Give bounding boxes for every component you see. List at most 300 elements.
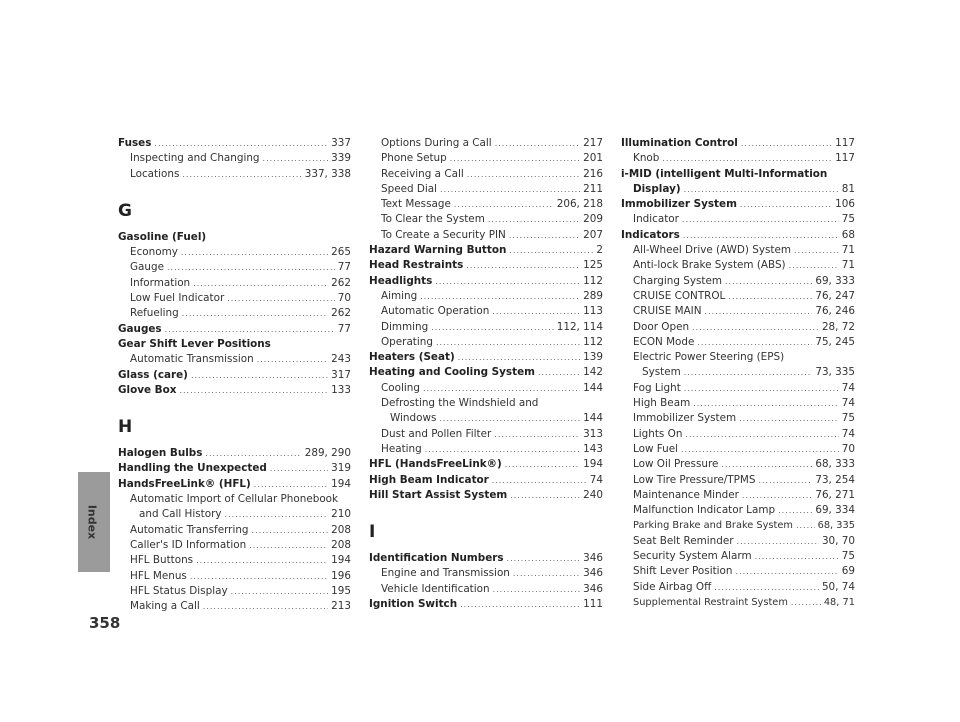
leader-dots	[758, 473, 812, 488]
entry-pages: 337	[331, 137, 351, 149]
entry-pages: 75	[841, 550, 855, 563]
index-subentry	[621, 243, 855, 258]
entry-pages: 346	[583, 582, 603, 595]
entry-label: Low Tire Pressure/TPMS	[633, 473, 756, 486]
entry-label: Aiming	[381, 289, 418, 302]
index-subentry	[621, 564, 855, 579]
index-subentry	[118, 260, 351, 275]
entry-pages: 77	[337, 322, 351, 335]
index-tab-label: Index	[85, 504, 99, 540]
leader-dots	[736, 564, 839, 579]
entry-pages: 313	[583, 427, 603, 440]
entry-label: Gauges	[118, 322, 162, 335]
index-subentry-continued	[118, 507, 351, 522]
leader-dots	[697, 335, 812, 350]
index-subentry-continued	[369, 411, 603, 426]
index-subentry	[369, 289, 603, 304]
entry-pages: 240	[583, 488, 603, 501]
leader-dots	[263, 151, 329, 166]
entry-label: Side Airbag Off	[633, 580, 712, 593]
entry-label: Malfunction Indicator Lamp	[633, 504, 776, 517]
index-subentry	[621, 289, 855, 304]
entry-label: Immobilizer System	[621, 198, 737, 211]
leader-dots	[683, 228, 839, 243]
entry-label: Hazard Warning Button	[369, 244, 507, 257]
entry-label: Automatic Import of Cellular Phonebook	[130, 493, 339, 506]
entry-pages: 117	[835, 152, 855, 165]
leader-dots	[257, 352, 328, 367]
index-subentry	[369, 381, 603, 396]
entry-pages: 194	[583, 458, 603, 471]
leader-dots	[231, 584, 329, 599]
entry-label: Seat Belt Reminder	[633, 534, 734, 547]
entry-label: Automatic Operation	[381, 305, 490, 318]
index-entry	[621, 136, 855, 151]
index-entry	[369, 457, 603, 472]
entry-pages: 194	[331, 554, 351, 567]
entry-pages: 143	[583, 442, 603, 455]
entry-pages: 262	[331, 307, 351, 320]
entry-pages: 74	[589, 473, 603, 486]
index-entry	[118, 383, 351, 398]
entry-pages: 208	[331, 538, 351, 551]
leader-dots	[431, 320, 554, 335]
index-subentry	[118, 167, 351, 182]
entry-label: Halogen Bulbs	[118, 447, 203, 460]
index-subentry	[369, 212, 603, 227]
index-subentry	[621, 212, 855, 227]
entry-label: Anti-lock Brake System (ABS)	[633, 259, 786, 272]
index-subentry	[118, 151, 351, 166]
entry-pages: 243	[331, 353, 351, 366]
leader-dots	[741, 136, 832, 151]
entry-label: High Beam Indicator	[369, 473, 489, 486]
entry-pages: 213	[331, 600, 351, 613]
leader-dots	[205, 446, 301, 461]
leader-dots	[436, 335, 580, 350]
leader-dots	[252, 523, 329, 538]
index-subentry	[369, 197, 603, 212]
entry-label: Maintenance Minder	[633, 488, 739, 501]
leader-dots	[510, 488, 580, 503]
entry-pages: 196	[331, 569, 351, 582]
leader-dots	[182, 167, 301, 182]
entry-pages: 319	[331, 462, 351, 475]
leader-dots	[684, 182, 839, 197]
entry-label: Options During a Call	[381, 137, 492, 149]
entry-pages: 76, 246	[815, 305, 855, 318]
entry-pages: 71	[841, 244, 855, 257]
leader-dots	[495, 136, 580, 151]
entry-label: CRUISE CONTROL	[633, 289, 726, 302]
section-letter-i: I	[369, 522, 376, 543]
leader-dots	[684, 381, 839, 396]
index-column-1	[118, 136, 351, 614]
entry-pages: 76, 247	[815, 289, 855, 302]
leader-dots	[435, 274, 580, 289]
index-subentry	[369, 136, 603, 151]
entry-label: Operating	[381, 335, 433, 348]
entry-label: HFL (HandsFreeLink®)	[369, 458, 502, 471]
leader-dots	[728, 289, 812, 304]
index-subentry	[621, 534, 855, 549]
entry-pages: 112, 114	[556, 320, 603, 333]
entry-pages: 207	[583, 228, 603, 241]
index-entry	[118, 477, 351, 492]
page-number: 358	[89, 614, 121, 632]
entry-pages: 68, 335	[817, 520, 855, 532]
entry-pages: 201	[583, 152, 603, 165]
index-subentry	[369, 396, 603, 411]
entry-label: Lights On	[633, 427, 683, 440]
entry-pages: 30, 70	[821, 534, 855, 547]
index-subentry	[118, 523, 351, 538]
entry-pages: 211	[583, 182, 603, 195]
entry-label: Low Fuel	[633, 442, 679, 455]
index-subentry	[369, 335, 603, 350]
entry-pages: 74	[841, 381, 855, 394]
section-letter-g: G	[118, 200, 132, 221]
entry-label: Handling the Unexpected	[118, 462, 267, 475]
entry-label: Caller's ID Information	[130, 538, 247, 551]
leader-dots	[742, 488, 812, 503]
index-subentry	[369, 427, 603, 442]
entry-label: and Call History	[139, 508, 222, 521]
entry-pages: 133	[331, 383, 351, 396]
leader-dots	[458, 350, 580, 365]
leader-dots	[789, 258, 839, 273]
entry-pages: 75	[841, 412, 855, 425]
entry-pages: 73, 254	[815, 473, 855, 486]
leader-dots	[791, 595, 821, 610]
leader-dots	[513, 566, 580, 581]
entry-pages: 76, 271	[815, 488, 855, 501]
entry-pages: 106	[835, 198, 855, 211]
leader-dots	[509, 243, 593, 258]
leader-dots	[270, 461, 328, 476]
index-subentry	[621, 320, 855, 335]
leader-dots	[460, 597, 580, 612]
entry-label: Illumination Control	[621, 137, 738, 149]
entry-label: HFL Status Display	[130, 584, 228, 597]
index-entry	[118, 322, 351, 337]
leader-dots	[167, 260, 335, 275]
leader-dots	[227, 291, 335, 306]
index-subentry	[118, 584, 351, 599]
leader-dots	[794, 243, 839, 258]
leader-dots	[182, 306, 328, 321]
index-subentry	[621, 473, 855, 488]
entry-pages: 346	[583, 552, 603, 565]
entry-pages: 74	[841, 427, 855, 440]
entry-pages: 81	[841, 182, 855, 195]
index-subentry	[369, 582, 603, 597]
entry-pages: 112	[583, 274, 603, 287]
entry-pages: 74	[841, 397, 855, 410]
entry-label: CRUISE MAIN	[633, 305, 702, 318]
index-entry	[369, 597, 603, 612]
entry-label: High Beam	[633, 397, 691, 410]
index-entry	[369, 243, 603, 258]
entry-pages: 142	[583, 366, 603, 379]
leader-dots	[440, 182, 580, 197]
entry-pages: 144	[583, 381, 603, 394]
entry-pages: 48, 71	[823, 596, 855, 608]
leader-dots	[505, 457, 580, 472]
index-subentry	[621, 350, 855, 365]
entry-label: Hill Start Assist System	[369, 488, 508, 501]
entry-label: Information	[130, 276, 191, 289]
entry-label: Speed Dial	[381, 182, 438, 195]
index-subentry	[621, 396, 855, 411]
index-subentry	[118, 306, 351, 321]
leader-dots	[778, 503, 812, 518]
index-entry	[369, 258, 603, 273]
leader-dots	[466, 258, 580, 273]
entry-label: Making a Call	[130, 600, 200, 613]
leader-dots	[190, 569, 328, 584]
entry-pages: 206, 218	[556, 198, 603, 211]
leader-dots	[191, 368, 328, 383]
entry-pages: 68	[841, 228, 855, 241]
entry-pages: 209	[583, 213, 603, 226]
index-subentry	[118, 352, 351, 367]
index-entry	[369, 551, 603, 566]
entry-label: Security System Alarm	[633, 550, 752, 563]
leader-dots	[507, 551, 581, 566]
entry-label: Heating	[381, 442, 422, 455]
index-subentry	[621, 442, 855, 457]
entry-label: To Clear the System	[381, 213, 485, 226]
leader-dots	[450, 151, 580, 166]
leader-dots	[705, 304, 813, 319]
index-subentry	[621, 518, 855, 533]
leader-dots	[538, 365, 580, 380]
entry-label: Low Fuel Indicator	[130, 292, 225, 305]
index-entry	[118, 230, 351, 245]
entry-pages: 210	[331, 508, 351, 521]
entry-pages: 195	[331, 584, 351, 597]
section-letter-h: H	[118, 417, 133, 438]
index-subentry	[118, 569, 351, 584]
entry-pages: 50, 74	[821, 580, 855, 593]
leader-dots	[179, 383, 328, 398]
entry-label: Ignition Switch	[369, 598, 458, 611]
entry-label: Inspecting and Changing	[130, 152, 260, 165]
index-subentry	[118, 492, 351, 507]
entry-label: Immobilizer System	[633, 412, 737, 425]
entry-pages: 262	[331, 276, 351, 289]
entry-label: ECON Mode	[633, 335, 695, 348]
entry-label: Gasoline (Fuel)	[118, 230, 207, 243]
index-subentry	[369, 304, 603, 319]
leader-dots	[181, 245, 328, 260]
index-subentry	[621, 503, 855, 518]
leader-dots	[493, 582, 581, 597]
entry-pages: 73, 335	[815, 366, 855, 379]
entry-label: Text Message	[381, 198, 451, 211]
index-subentry	[621, 549, 855, 564]
entry-pages: 289, 290	[304, 447, 351, 460]
index-entry	[369, 274, 603, 289]
index-subentry	[369, 151, 603, 166]
entry-label: Fog Light	[633, 381, 681, 394]
index-subentry	[369, 182, 603, 197]
index-subentry	[118, 245, 351, 260]
entry-label: Receiving a Call	[381, 167, 464, 180]
index-entry	[369, 488, 603, 503]
entry-pages: 70	[337, 292, 351, 305]
entry-pages: 265	[331, 246, 351, 259]
index-column-3	[621, 136, 855, 610]
leader-dots	[193, 276, 328, 291]
index-subentry	[118, 291, 351, 306]
leader-dots	[509, 228, 580, 243]
index-subentry	[621, 151, 855, 166]
leader-dots	[225, 507, 329, 522]
entry-label: i-MID (intelligent Multi-Information	[621, 167, 828, 180]
index-entry	[118, 337, 351, 352]
entry-pages: 70	[841, 442, 855, 455]
index-entry	[621, 197, 855, 212]
entry-label: Phone Setup	[381, 152, 447, 165]
index-subentry	[621, 411, 855, 426]
entry-label: Gauge	[130, 261, 164, 274]
entry-label: HFL Buttons	[130, 554, 194, 567]
entry-label: Locations	[130, 167, 180, 180]
entry-label: Head Restraints	[369, 259, 464, 272]
index-subentry	[118, 276, 351, 291]
index-entry	[369, 365, 603, 380]
entry-pages: 68, 333	[815, 458, 855, 471]
entry-label: Knob	[633, 152, 660, 165]
entry-label: Electric Power Steering (EPS)	[633, 351, 785, 364]
entry-label: HFL Menus	[130, 569, 187, 582]
leader-dots	[454, 197, 554, 212]
entry-pages: 194	[331, 477, 351, 490]
entry-pages: 317	[331, 368, 351, 381]
index-entry-continued	[621, 182, 855, 197]
index-entry	[369, 350, 603, 365]
entry-pages: 289	[583, 289, 603, 302]
leader-dots	[692, 320, 819, 335]
leader-dots	[721, 457, 812, 472]
index-subentry	[118, 553, 351, 568]
leader-dots	[739, 411, 839, 426]
entry-pages: 71	[841, 259, 855, 272]
index-entry	[118, 461, 351, 476]
leader-dots	[196, 553, 328, 568]
index-subentry	[369, 320, 603, 335]
entry-pages: 216	[583, 167, 603, 180]
entry-label: Economy	[130, 246, 178, 259]
entry-label: Heating and Cooling System	[369, 366, 535, 379]
entry-label: Refueling	[130, 307, 179, 320]
entry-label: System	[642, 366, 681, 379]
entry-pages: 69, 334	[815, 504, 855, 517]
leader-dots	[684, 365, 813, 380]
entry-pages: 69, 333	[815, 274, 855, 287]
entry-pages: 217	[583, 137, 603, 149]
entry-label: All-Wheel Drive (AWD) System	[633, 244, 792, 257]
index-subentry	[621, 457, 855, 472]
leader-dots	[693, 396, 839, 411]
index-subentry	[621, 580, 855, 595]
entry-label: Indicators	[621, 228, 680, 241]
entry-pages: 75	[841, 213, 855, 226]
leader-dots	[681, 442, 839, 457]
leader-dots	[682, 212, 839, 227]
leader-dots	[249, 538, 328, 553]
entry-label: Identification Numbers	[369, 552, 504, 565]
entry-pages: 117	[835, 137, 855, 149]
index-entry	[118, 368, 351, 383]
leader-dots	[254, 477, 328, 492]
entry-pages: 346	[583, 567, 603, 580]
index-subentry	[369, 442, 603, 457]
entry-label: Automatic Transferring	[130, 523, 249, 536]
entry-pages: 77	[337, 261, 351, 274]
index-subentry	[621, 304, 855, 319]
leader-dots	[492, 304, 580, 319]
entry-label: Charging System	[633, 274, 723, 287]
leader-dots	[423, 381, 580, 396]
leader-dots	[425, 442, 580, 457]
entry-label: Automatic Transmission	[130, 353, 254, 366]
leader-dots	[494, 427, 580, 442]
entry-pages: 139	[583, 351, 603, 364]
entry-label: Windows	[390, 412, 437, 425]
leader-dots	[420, 289, 580, 304]
leader-dots	[725, 274, 812, 289]
entry-pages: 111	[583, 598, 603, 611]
entry-label: Parking Brake and Brake System	[633, 520, 793, 532]
entry-label: Low Oil Pressure	[633, 458, 719, 471]
entry-label: Display)	[633, 182, 681, 195]
entry-pages: 112	[583, 335, 603, 348]
entry-label: Glass (care)	[118, 368, 188, 381]
index-subentry	[621, 427, 855, 442]
leader-dots	[714, 580, 819, 595]
entry-pages: 113	[583, 305, 603, 318]
entry-pages: 339	[331, 152, 351, 165]
entry-pages: 69	[841, 565, 855, 578]
index-subentry	[621, 595, 855, 610]
index-column-2	[369, 136, 603, 612]
entry-pages: 208	[331, 523, 351, 536]
index-subentry	[369, 167, 603, 182]
index-subentry	[369, 566, 603, 581]
leader-dots	[439, 411, 580, 426]
entry-label: Door Open	[633, 320, 690, 333]
leader-dots	[796, 518, 815, 533]
entry-pages: 337, 338	[304, 167, 351, 180]
leader-dots	[467, 167, 580, 182]
entry-label: Glove Box	[118, 383, 177, 396]
entry-label: Indicator	[633, 213, 679, 226]
entry-pages: 75, 245	[815, 335, 855, 348]
leader-dots	[737, 534, 819, 549]
leader-dots	[492, 473, 587, 488]
entry-pages: 2	[596, 244, 603, 257]
entry-label: Engine and Transmission	[381, 567, 510, 580]
entry-label: Gear Shift Lever Positions	[118, 337, 271, 350]
index-entry	[118, 136, 351, 151]
leader-dots	[740, 197, 832, 212]
index-entry	[621, 228, 855, 243]
leader-dots	[662, 151, 832, 166]
index-subentry	[369, 228, 603, 243]
